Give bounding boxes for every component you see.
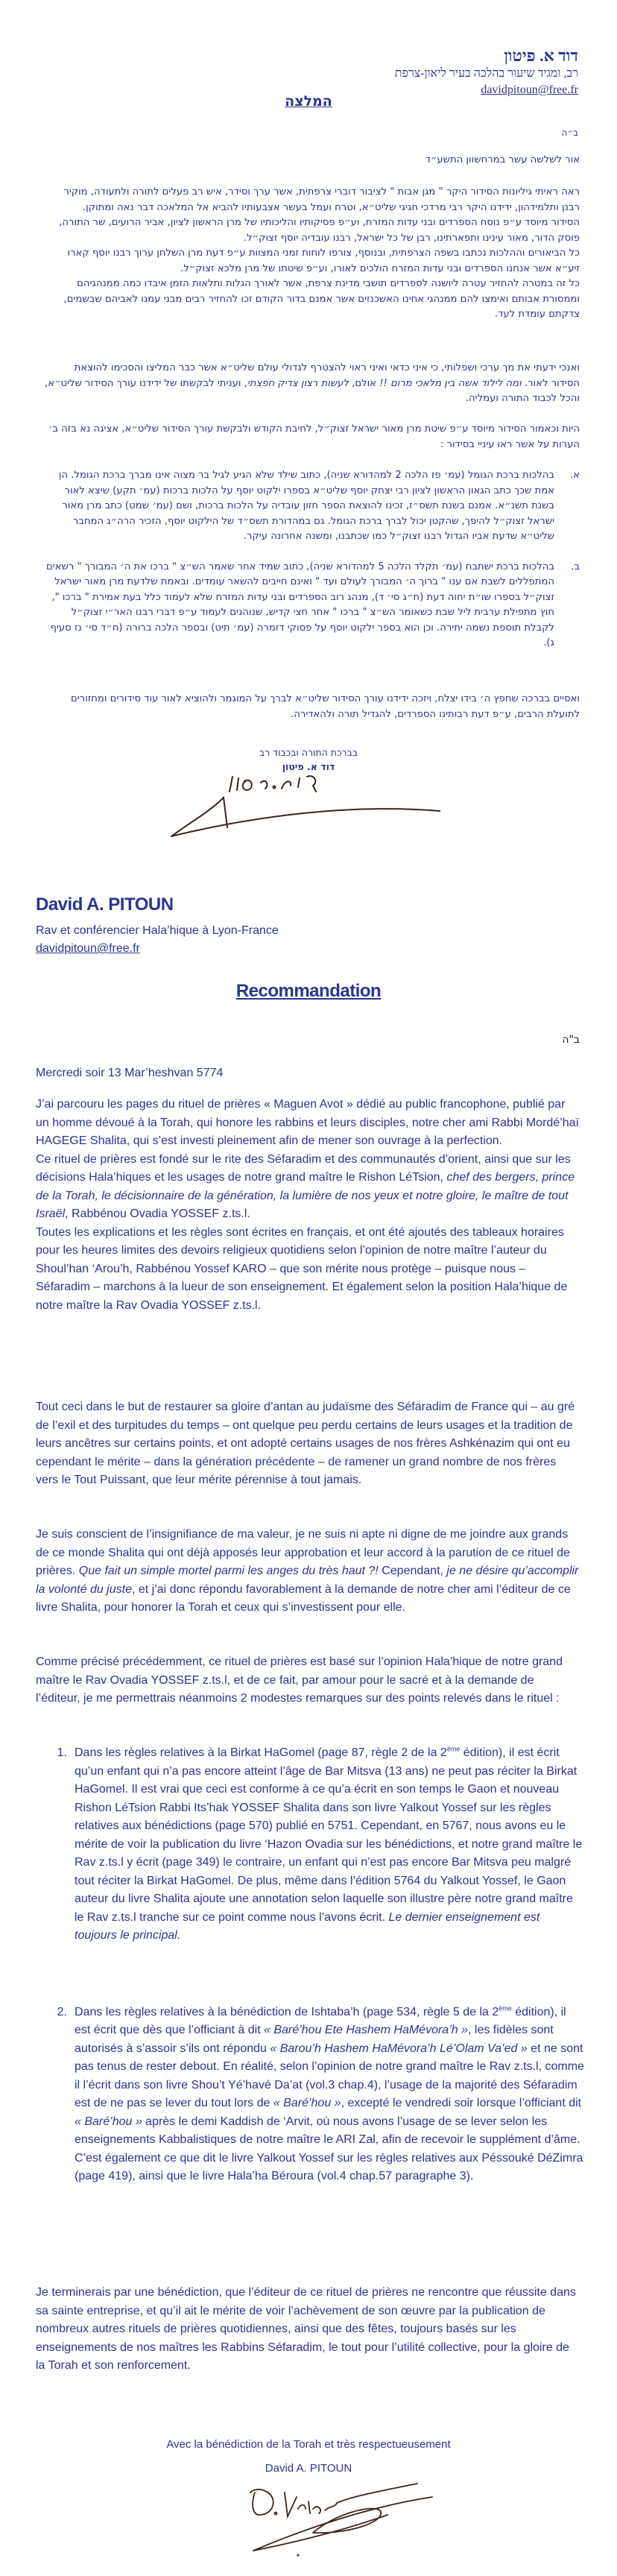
french-signer-name: David A. PITOUN [265,2462,352,2475]
hebrew-closing [0,745,617,774]
hebrew-blessing-paragraph: ואסיים בברכה שחפץ ה׳ בידו יצלח, ויזכה ידידנו עורך הסידור שליט״א לברך על המוגמר ולהוציא לאור עוד סידורים ומחזורים לתועלת הרבים, ע״פ דעת רבותינו הספרדים, להגדיל תורה ולהאדירה. [70,693,580,720]
french-title-text: Recommandation [235,981,382,1001]
french-italic-run: « Baré’hou » [273,2097,341,2109]
hebrew-email-link[interactable]: davidpitoun@free.fr [481,83,578,96]
french-paragraph-4: Comme précisé précédemment, ce rituel de prières est basé sur l’opinion Hala’hique de notre grand maître le Rav Ovadia YOSSEF z.ts.l, et de ce fait, par amour pour le sacré et à la demande de l’éditeur, je me permettrais néanmoins 2 modestes remarques sur des points relevés dans le rituel : [36,1655,563,1705]
french-title [0,981,617,1002]
hebrew-bh-mark: ב״ה [561,127,578,138]
french-closing [0,2436,617,2478]
french-text-run: Dans les règles relatives à la Birkat HaGomel (page 87, règle 2 de la 2 [75,1746,447,1759]
hebrew-humility-text: ואנכי ידעתי את מך ערכי ושפלותי, כי איני כדאי ואיני ראוי להצטרף לגדולי עולם שליט״א אשר כבר המליצו והסכימו להוצאת הסידור לאור. [74,362,580,389]
french-text-run: après le demi Kaddish de ‘Arvit, où nous avons l’usage de se lever selon les enseignements Kabbalistiques de notre maître le ARI Zal, afin de recevoir le supplément d’âme. C’est également ce que dit le livre Yalkout Yossef sur les règles relatives aux Péssouké DéZimra (page 419), ainsi que le livre Hala’ha Béroura (vol.4 chap.57 paragraphe 3). [75,2115,583,2182]
french-email-link[interactable]: davidpitoun@free.fr [36,942,140,955]
french-italic-run: « Baré’hou » [75,2115,142,2128]
french-remark-text [75,1744,584,1945]
french-paragraph-1 [36,1096,581,1315]
french-bh-mark: ב"ה [562,1034,580,1046]
french-text-run: Cependant, [378,1565,447,1577]
french-superscript: ème [499,2004,512,2012]
hebrew-salutation: בברכת התורה ובכבוד רב [259,747,358,758]
french-text-run: Dans les règles relatives à la bénédiction de Ishtaba’h (page 534, règle 5 de la 2 [75,2005,499,2018]
french-text-run: édition), il est écrit qu’un enfant qui n’a pas encore atteint l’âge de Bar Mitsva (13 ans) ne peut pas réciter la Birkat HaGomel. Il est vrai que ceci est conforme à ce qu’a écrit en son temps le Gaon et nouveau Rishon LéTsion Rabbi Its’hak YOSSEF Shalita dans son livre Yalkout Yossef sur les règles relatives aux bénédictions (page 570) publié en 5751. Cependant, en 5767, nous avons eu le mérite de voir la publication du livre ‘Hazon Ovadia sur les bénédictions, et notre grand maître le Rav z.ts.l y écrit (page 349) le contraire, un enfant qui n’est pas encore Bar Mitsva peu malgré tout réciter la Birkat HaGomel. De plus, même dans l’édition 5764 du Yalkout Yossef, le Gaon auteur du livre Shalita ajoute une annotation selon laquelle son illustre père notre grand maître le Rav z.ts.l tranche sur ce point comme nous l’avons écrit. [75,1746,583,1924]
hebrew-signer-name: דוד א. פיטון [282,761,335,772]
hebrew-remark-item [43,560,580,651]
french-paragraph-2: Tout ceci dans le but de restaurer sa gloire d’antan au judaïsme des Séfaradim de France qui – au gré de l’exil et des turpitudes du temps – ont quelque peu perdu certains de leurs usages et la tradition de leurs ancêtres sur certains points, et ont adopté certains usages de nos frères Ashkénazim qui ont eu cependant le mérite – dans la génération précédente – de ramener un grand nombre de nos frères vers le Tout Puissant, que leur mérite pérennise à tout jamais. [36,1401,575,1486]
hebrew-author-name: דוד א. פיטון [504,46,578,65]
french-paragraph-5: Je terminerais par une bénédiction, que l’éditeur de ce rituel de prières ne rencontre que réussite dans sa sainte entreprise, et qu’il ait le mérite de voir l’achèvement de son œuvre par la publication de nombreux autres rituels de prières quotidiennes, ainsi que des fêtes, toujours basés sur les enseignements de nos maîtres les Rabbins Séfaradim, le tout pour l’utilité collective, pour la gloire de la Torah et son renforcement. [36,2286,576,2372]
hebrew-intro-line: כל זה במטרה להחזיר עטרה ליושנה לספרדים תושבי מדינת צרפת, אשר לאורך הגלות ותלאות הזמן איבדו כמה ממנהגיהם וממסורת אבותם ואימצו להם ממנהגי אחינו האשכנזים אשר אמנם בדור הקודם זכו להחזיר רבים מבני עמנו לאביהם שבשמים, צדקתם עומדת לעד. [63,278,580,320]
hebrew-remark-text: בהלכות ברכת ישתבח (עמ׳ תקלד הלכה 5 למהדורא שניה), כתוב שמיד אחר שאמר הש״צ " ברכו את ה׳ המבורך " רשאים המתפללים לשבת אם ענו " ברוך ה׳ המבורך לעולם ועד " ואינם חייבים להשאר עומדים. ובאמת שלדעת מרן מאור ישראל זצוק״ל בספרו שו״ת יחוה דעת (ח״ג סי׳ ד), מנהג רוב הספרדים ובני עדות המזרח שלא לעמוד כלל בעת אמירת " ברכו ", חוץ מתפילת ערבית ליל שבת כשאומר הש״צ " ברכו " אחר חצי קדיש, שנוהגים לעמוד ע״פ דברי רבנו האר״י זצוק״ל לקבלת תוספת נשמה יתירה. וכן הוא בספר ילקוט יוסף על פסוקי דזמרה (עמ׳ תיט) ובספר הלכה ברורה (ח״ד סי׳ נז סעיף ג). [45,561,554,648]
french-author-name: David A. PITOUN [36,894,174,915]
hebrew-remark-marker: א. [569,470,580,481]
french-italic-run: « Barou’h Hashem HaMévora’h Lé’Olam Va’ed » [270,2042,528,2055]
hebrew-humility-quote: לעשות רצון צדיק חפצתי [247,377,349,389]
french-italic-run: chef des bergers, prince de la Torah, le décisionnaire de la génération, la lumière de nos yeux et notre gloire, le maître de tout Israël [36,1171,575,1220]
french-remark-item [36,1744,584,1945]
hebrew-author-role: רב, ומגיד שיעור בהלכה בעיר ליאון-צרפת [394,67,578,80]
hebrew-date: אור לשלשה עשר במרחשוון התשע״ד [425,154,580,165]
french-paragraph-3 [36,1526,581,1617]
french-text-run: , Rabbénou Ovadia YOSSEF z.ts.l. [65,1208,250,1220]
hebrew-signature-icon [164,775,447,842]
hebrew-remark-text: בהלכות ברכת הגומל (עמ׳ פז הלכה 2 למהדורא שניה), כתוב שילד שלא הגיע לגיל בר מצוה אינו מברך ברכת הגומל. הן אמת שכך כתב הגאון הראשון לציון רבי יצחק יוסף שליט״א בספרו ילקוט יוסף על הלכות ברכות (עמ׳ תקע) שיצא לאור בשנת תשנ״א. אמנם בשנת תשס״ז, זכינו להוצאת הספר חזון עובדיה על הלכות ברכות, ושם (עמ׳ שמט) כתב מרן מאור ישראל זצוק״ל להיפך, שהקטן יכול לברך ברכת הגומל. גם במהדורת תשס״ד של הילקוט יוסף, הזכיר הרה״ג המחבר שליט״א שדעת אביו הגדול רבנו זצוק״ל כמו שכתבנו, ומשנה אחרונה עיקר. [58,470,554,542]
hebrew-title [0,93,617,110]
hebrew-intro-line: ראה ראיתי גיליונות הסידור היקר " מגן אבות " לציבור דוברי צרפתית, אשר ערך וסידר, איש רב פעלים לתורה ולתעודה, מוקיר רבנן ותלמידהון, ידידנו היקר רבי מרדכי חגיגי שליט״א, וטרח ועמל בעשר אצבעותיו להביא אל המלאכה דבר נאה ומתוקן. [63,186,580,213]
french-italic-run: Que fait un simple mortel parmi les anges du très haut ?! [78,1565,379,1577]
hebrew-humility-paragraph [43,361,580,407]
hebrew-remark-item [43,468,580,545]
french-text-run: Je suis conscient de l’insignifiance de ma valeur, je ne suis ni apte ni digne de me joindre aux grands de ce monde Shalita qui ont déjà apposés leur approbation et leur accord à la parution de ce rituel de prières. [36,1528,570,1577]
hebrew-intro-line: הסידור מיוסד ע״פ נוסח הספרדים ובני עדות המזרח, וע״פ פסיקותיו והליכותיו של מרן הראשון לציון, אביר הרועים, שר התורה, פוסק הדור, מאור עינינו ותפארתינו, רבן של כל ישראל, רבנו עובדיה יוסף זצוק״ל. [59,217,580,244]
french-italic-run: Le dernier enseignement est toujours le principal. [75,1910,540,1942]
french-text-run: , les fidèles sont autorisés à s’assoir s’ils ont répondu [75,2024,554,2055]
french-text-run: et ne sont pas tenus de rester debout. En réalité, selon l’opinion de notre grand maître le Rav z.ts.l, comme il l’écrit dans son livre Shou’t Yé’havé Da’at (vol.3 chap.4), l’usage de la majorité des Séfaradim est de ne pas se lever du tout lors de [75,2042,584,2109]
hebrew-humility-text: , ועניתי לבקשתו של ידידנו עורך הסידור שליט״א, והכל לכבוד התורה ועמליה. [45,377,580,404]
hebrew-intro-paragraph [43,185,580,323]
hebrew-title-text: המלצה [285,93,332,110]
french-text-run: , excepté le vendredi soir lorsque l’officiant dit [341,2097,582,2109]
french-text: J’ai parcouru les pages du rituel de prières « Maguen Avot » dédié au public francophone, publié par un homme dévoué à la Torah, qui honore les rabbins et leurs disciples, notre cher ami Rabbi Mordé’haï HAGEGE Shalita, qui s’est investi pleinement afin de mener son ouvrage à la perfection. [36,1098,579,1147]
french-italic-run: je ne désire qu’accomplir la volonté du juste [36,1565,579,1596]
french-remark-marker: 2. [57,2005,67,2018]
french-author-role: Rav et conférencier Hala’hique à Lyon-France [36,924,279,937]
hebrew-remarks-intro: היות וכאמור הסידור מיוסד ע״פ שיטת מרן מאור ישראל זצוק״ל, לחיבת הקודש ולבקשת עורך הסידור שליט״א, אציגה נא בזה ב׳ הערות על אשר ראו עיניי בסידור : [48,423,580,450]
hebrew-remarks-list [43,468,580,651]
french-text: Toutes les explications et les règles sont écrites en français, et ont été ajoutés des tableaux horaires pour les heures limites des devoirs religieux quotidiens selon l’opinion de notre maître l’auteur du Shoul’han ‘Arou’h, Rabbénou Yossef KARO – que son mérite nous protège – puisque nous – Séfaradim – marchons à la lueur de son enseignement. Et également selon la position Hala’hique de notre maître la Rav Ovadia YOSSEF z.ts.l. [36,1225,568,1312]
hebrew-remark-marker: ב. [571,561,580,572]
french-italic-run: « Baré’hou Ete Hashem HaMévora’h » [264,2024,468,2036]
french-remark-text [75,2004,584,2186]
french-date: Mercredi soir 13 Mar’heshvan 5774 [36,1067,224,1079]
french-text-run: Ce rituel de prières est fondé sur le rite des Séfaradim et des communautés d’orient, ainsi que sur les décisions Hala’hiques et les usages de notre grand maître le Rishon LéTsion, [36,1152,571,1184]
french-text-run: édition), il est écrit que dès que l’officiant à dit [75,2005,566,2036]
french-superscript: ème [446,1745,461,1753]
french-text-run: , et j’ai donc répondu favorablement à la demande de notre cher ami l’éditeur de ce livre Shalita, pour honorer la Torah et ceux qui s’investissent pour elle. [36,1582,571,1614]
hebrew-intro-line: כל הביאורים וההלכות נכתבו בשפה הצרפתית, ובנוסף, צורפו לוחות זמני המצוות ע״פ דעת מרן השלחן ערוך רבנו יוסף קארו זיע״א אשר אנחנו הספרדים ובני עדות המזרח הולכים לאורו, וע״פ שיטתו של מרן מלכא זצוק״ל. [67,247,580,274]
french-remarks-list [36,1744,584,2186]
french-remark-item [36,2004,584,2186]
french-remark-marker: 1. [57,1746,67,1759]
french-signature-icon [201,2476,440,2558]
french-text [36,1151,581,1224]
hebrew-humility-quote: ומה לילוד אשה בין מלאכי מרום !! [379,377,522,389]
hebrew-humility-text: אולם, [352,377,376,389]
hebrew-letterhead [395,46,578,98]
french-salutation: Avec la bénédiction de la Torah et très respectueusement [166,2438,451,2451]
